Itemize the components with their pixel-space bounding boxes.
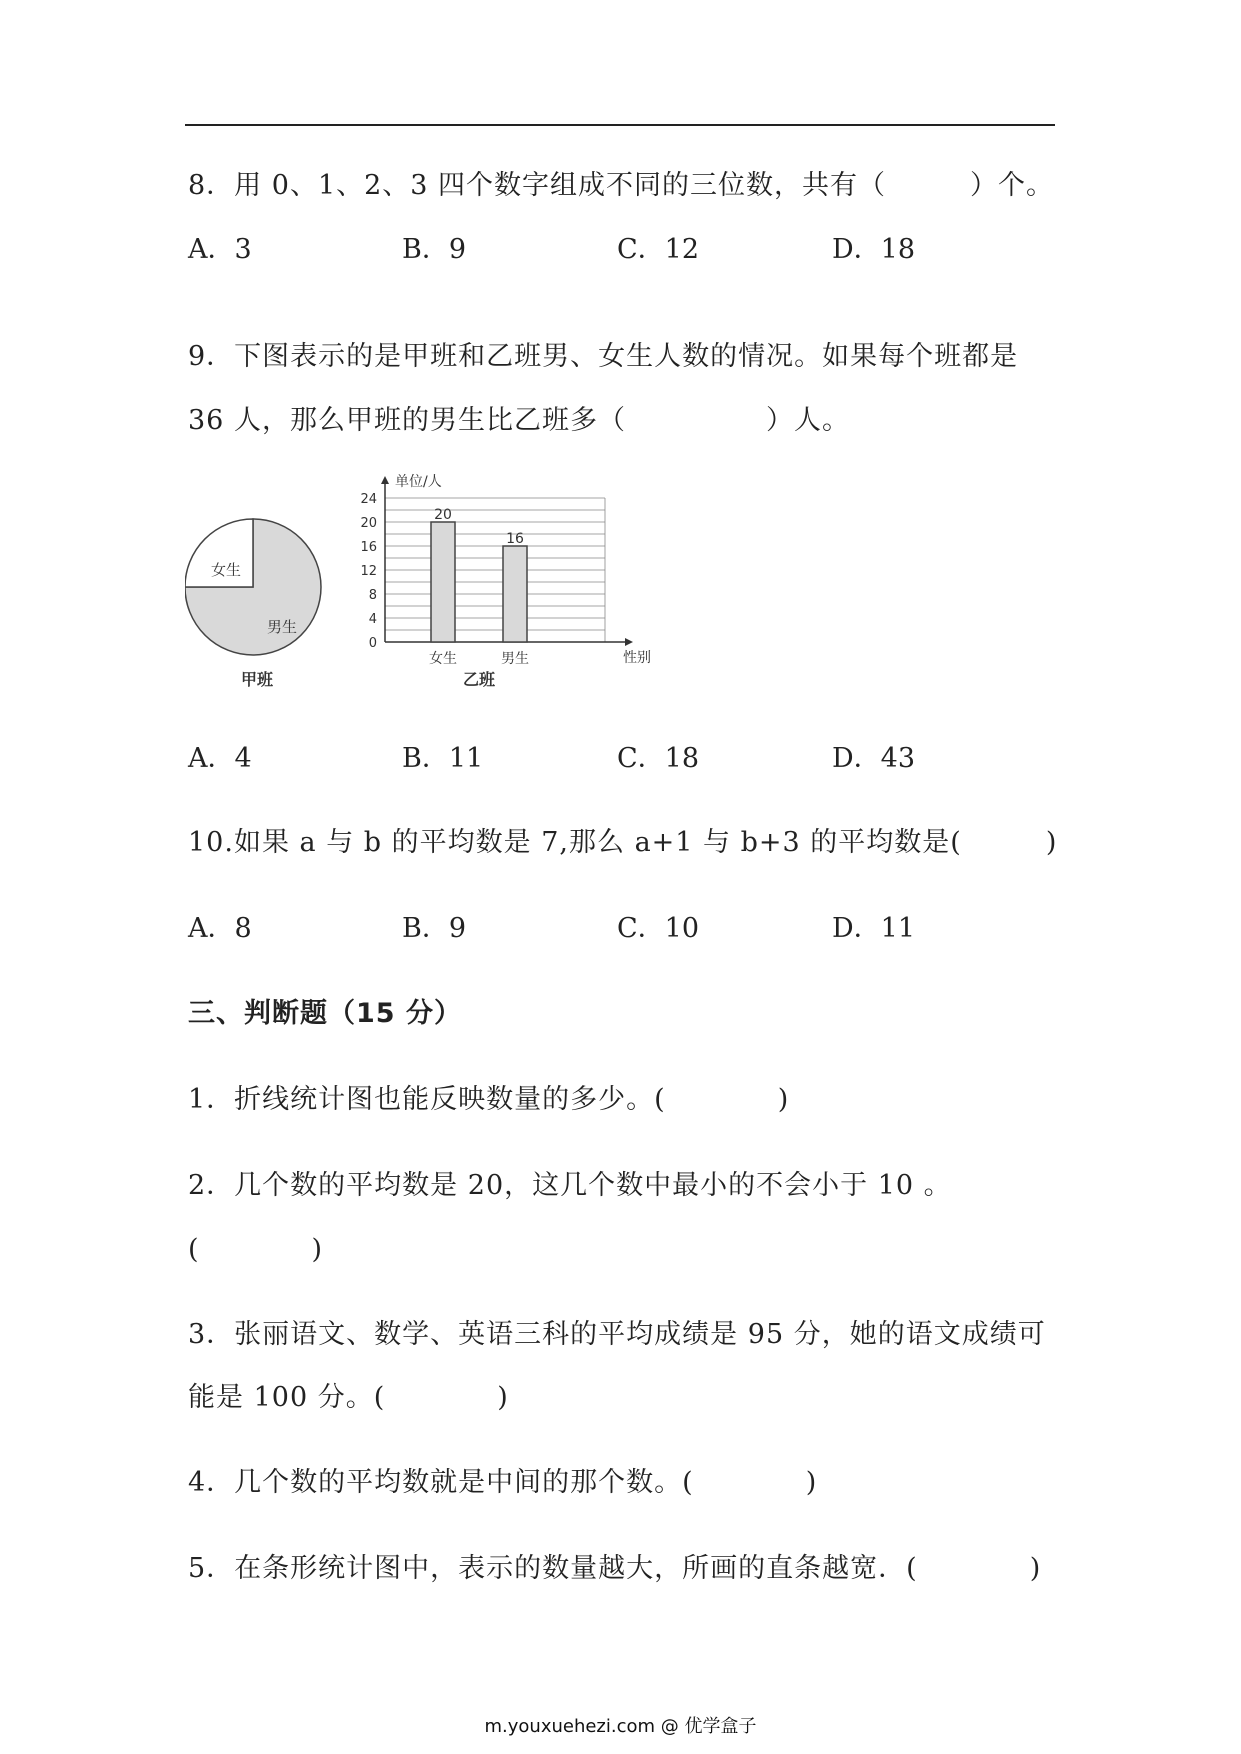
q10-option-d: D．11 xyxy=(832,913,916,944)
q8-stem: 8．用 0、1、2、3 四个数字组成不同的三位数，共有（ ）个。 xyxy=(188,170,1055,201)
judge-item-5: 5．在条形统计图中，表示的数量越大，所画的直条越宽．( ) xyxy=(188,1553,1042,1584)
judge-item-4: 4．几个数的平均数就是中间的那个数。( ) xyxy=(188,1467,818,1498)
q9-figure-svg xyxy=(185,470,655,710)
judge-item-2: 2．几个数的平均数是 20，这几个数中最小的不会小于 10 。 xyxy=(188,1170,952,1201)
q8-option-c: C．12 xyxy=(617,234,700,265)
header-rule xyxy=(185,124,1055,126)
judge-item-3-cont: 能是 100 分。( ) xyxy=(188,1382,509,1413)
bar-y-tick-label: 24 xyxy=(360,492,377,507)
pie-chart xyxy=(185,519,321,689)
bar-y-tick-label: 16 xyxy=(360,540,377,555)
bar-x-axis-label: 性别 xyxy=(623,650,651,666)
q10-option-c: C．10 xyxy=(617,913,700,944)
bar-y-tick-label: 4 xyxy=(368,612,377,627)
q9-stem-line2: 36 人，那么甲班的男生比乙班多（ ）人。 xyxy=(188,405,850,436)
pie-title: 甲班 xyxy=(241,670,274,689)
bar-y-axis-arrow xyxy=(381,476,389,484)
bar-category-label: 男生 xyxy=(501,651,529,667)
q9-option-b: B．11 xyxy=(402,743,484,774)
q9-figure xyxy=(185,470,655,710)
q8-option-b: B．9 xyxy=(402,234,467,265)
footer-watermark: m.youxuehezi.com @ 优学盒子 xyxy=(484,1716,757,1737)
judge-item-2-blank: ( ) xyxy=(188,1234,324,1265)
bar-value-label: 16 xyxy=(506,531,524,547)
q10-option-b: B．9 xyxy=(402,913,467,944)
q8-option-a: A．3 xyxy=(188,234,252,265)
bar-female xyxy=(431,522,455,642)
q10-stem: 10.如果 a 与 b 的平均数是 7,那么 a+1 与 b+3 的平均数是( ) xyxy=(188,827,1058,858)
bar-y-axis-label: 单位/人 xyxy=(395,474,442,490)
q10-option-a: A．8 xyxy=(188,913,252,944)
q9-option-a: A．4 xyxy=(188,743,252,774)
judge-item-3: 3．张丽语文、数学、英语三科的平均成绩是 95 分，她的语文成绩可 xyxy=(188,1319,1046,1350)
bar-male xyxy=(503,546,527,642)
bar-y-tick-label: 12 xyxy=(360,564,377,579)
pie-label-female: 女生 xyxy=(211,561,242,579)
bar-value-label: 20 xyxy=(434,507,452,523)
judge-item-1: 1．折线统计图也能反映数量的多少。( ) xyxy=(188,1084,790,1115)
bar-y-tick-label: 20 xyxy=(360,516,377,531)
bar-y-tick-label: 8 xyxy=(368,588,377,603)
bar-y-tick-label: 0 xyxy=(368,636,377,651)
pie-label-male: 男生 xyxy=(267,618,298,636)
q9-stem-line1: 9．下图表示的是甲班和乙班男、女生人数的情况。如果每个班都是 xyxy=(188,341,1019,372)
q9-option-c: C．18 xyxy=(617,743,700,774)
section3-heading: 三、判断题（15 分） xyxy=(188,998,462,1029)
bar-chart-title: 乙班 xyxy=(462,670,496,689)
q9-option-d: D．43 xyxy=(832,743,916,774)
bar-chart xyxy=(360,474,651,689)
q8-option-d: D．18 xyxy=(832,234,916,265)
bar-x-axis-arrow xyxy=(625,638,633,646)
bar-category-label: 女生 xyxy=(429,651,457,667)
